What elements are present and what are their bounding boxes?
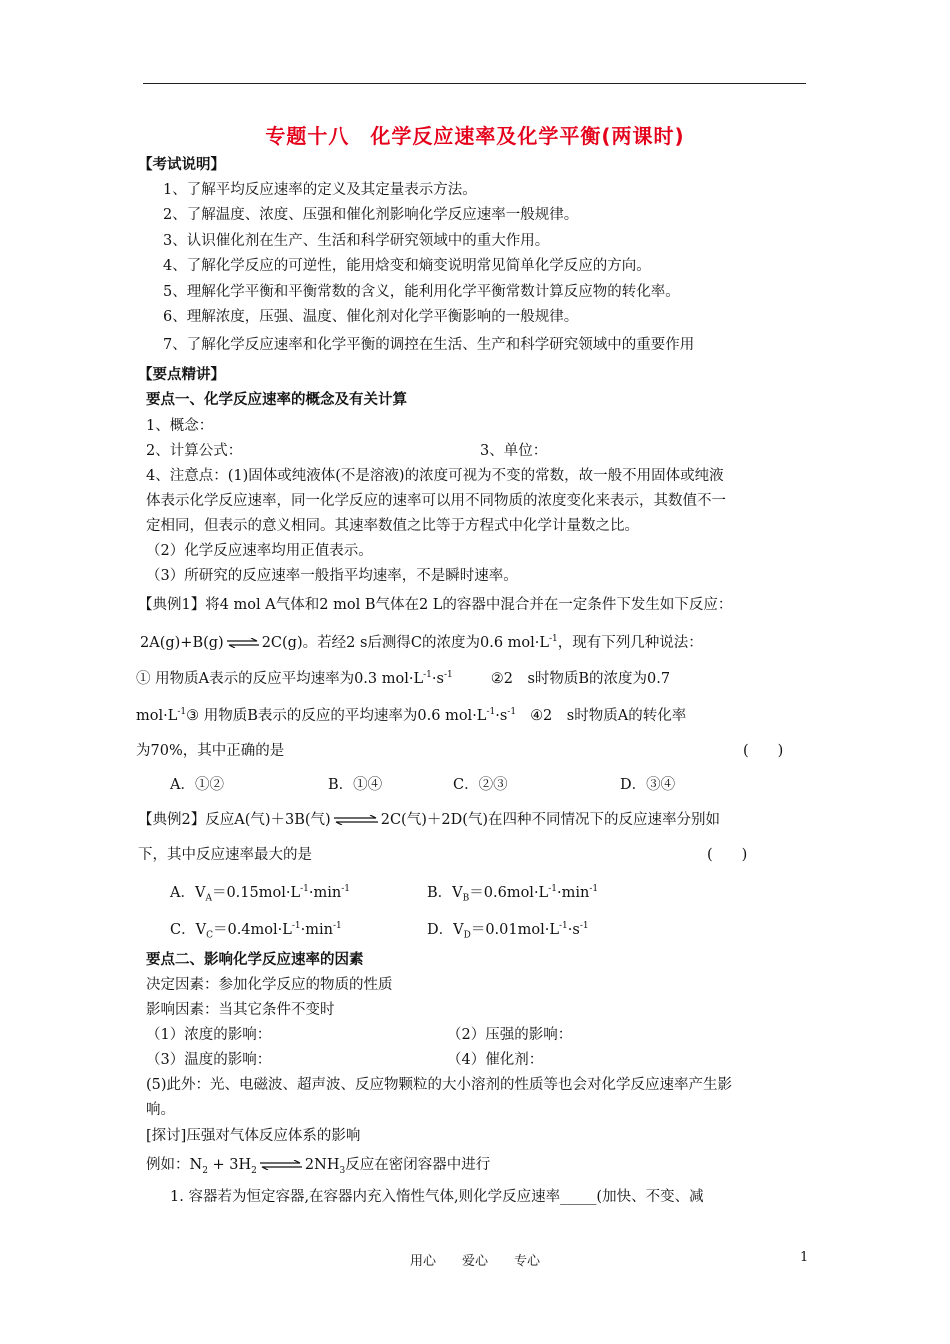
- example1-line5: 为70%，其中正确的是: [136, 743, 285, 759]
- exam-item-5: 5、理解化学平衡和平衡常数的含义，能利用化学平衡常数计算反应物的转化率。: [163, 284, 680, 300]
- example1-line1: 【典例1】将4 mol A气体和2 mol B气体在2 L的容器中混合并在一定条件下发生如下反应：: [138, 597, 733, 613]
- equilibrium-arrow-icon: [259, 1160, 303, 1170]
- example1-option-a: A．①②: [170, 777, 224, 793]
- example1-line3: ① 用物质A表示的反应平均速率为0.3 $mol\cdot L^{-1}\cdot s^{-1}$ ②2 s时物质B的浓度为0.7: [136, 670, 671, 687]
- example1-option-d: D．③④: [620, 777, 676, 793]
- exam-item-7: 7、了解化学反应速率和化学平衡的调控在生活、生产和科学研究领域中的重要作用: [163, 337, 695, 353]
- example2-option-c: C．$V_C=0.4mol\cdot L^{-1}\cdot\min^{-1}$: [170, 921, 342, 941]
- exam-item-2: 2、了解温度、浓度、压强和催化剂影响化学反应速率一般规律。: [163, 207, 579, 223]
- p1-formula: 2、计算公式：: [146, 443, 243, 459]
- p2-catalyst: （4）催化剂：: [447, 1052, 544, 1068]
- example2-option-b: B．$V_B=0.6mol\cdot L^{-1}\cdot\min^{-1}$: [427, 884, 599, 904]
- p2-influence: 影响因素：当其它条件不变时: [146, 1002, 335, 1018]
- p1-note-line1: 4、注意点：(1)固体或纯液体(不是溶液)的浓度可视为不变的常数，故一般不用固体或纯液: [146, 468, 724, 484]
- equilibrium-arrow-icon: [333, 815, 379, 825]
- p2-decide: 决定因素：参加化学反应的物质的性质: [146, 977, 393, 993]
- p1-note-line3: 定相同，但表示的意义相同。其速率数值之比等于方程式中化学计量数之比。: [146, 518, 639, 534]
- page-title: 专题十八 化学反应速率及化学平衡(两课时): [265, 124, 685, 148]
- example-reaction: 例如：$N_2 + 3H_2$ $2NH_3$反应在密闭容器中进行: [146, 1157, 491, 1176]
- example2-line1: 【典例2】反应A(气)＋3B(气) 2C(气)＋2D(气)在四种不同情况下的反应速率分别如: [138, 812, 721, 828]
- example1-option-c: C．②③: [453, 777, 508, 793]
- page-footer: 用心 爱心 专心: [409, 1254, 540, 1269]
- example1-option-b: B．①④: [328, 777, 383, 793]
- p1-unit: 3、单位：: [480, 443, 548, 459]
- equilibrium-arrow-icon: [226, 638, 260, 648]
- p1-note2: （2）化学反应速率均用正值表示。: [146, 543, 373, 559]
- p2-other-line1: (5)此外：光、电磁波、超声波、反应物颗粒的大小溶剂的性质等也会对化学反应速率产生影: [146, 1077, 733, 1093]
- p2-temperature: （3）温度的影响：: [146, 1052, 272, 1068]
- explore-heading: [探讨]压强对气体反应体系的影响: [146, 1128, 361, 1144]
- p2-pressure: （2）压强的影响：: [447, 1027, 573, 1043]
- p2-concentration: （1）浓度的影响：: [146, 1027, 272, 1043]
- p1-concept: 1、概念：: [146, 418, 214, 434]
- example1-line2: 2A(g)+B(g) 2C(g)。若经2 s后测得C的浓度为0.6 $mol\cdot L^{-1}$，现有下列几种说法：: [140, 634, 703, 651]
- exam-item-1: 1、了解平均反应速率的定义及其定量表示方法。: [163, 182, 477, 198]
- section-points: 【要点精讲】: [138, 367, 225, 383]
- exam-item-4: 4、了解化学反应的可逆性，能用焓变和熵变说明常见简单化学反应的方向。: [163, 258, 651, 274]
- example2-line2: 下，其中反应速率最大的是: [138, 847, 312, 863]
- header-rule: [143, 83, 806, 84]
- section-exam: 【考试说明】: [138, 157, 225, 173]
- example2-option-a: A．$V_A=0.15mol\cdot L^{-1}\cdot\min^{-1}$: [170, 884, 350, 904]
- example2-answer-paren: ( ): [707, 847, 748, 863]
- example1-answer-paren: ( ): [743, 743, 784, 759]
- p2-other-line2: 响。: [146, 1102, 175, 1118]
- point2-heading: 要点二、影响化学反应速率的因素: [146, 952, 364, 968]
- page-number: 1: [800, 1250, 809, 1265]
- example2-option-d: D．$V_D=0.01mol\cdot L^{-1}\cdot s^{-1}$: [427, 921, 589, 941]
- exam-item-6: 6、理解浓度，压强、温度、催化剂对化学平衡影响的一般规律。: [163, 309, 579, 325]
- p1-note-line2: 体表示化学反应速率，同一化学反应的速率可以用不同物质的浓度变化来表示，其数值不一: [146, 493, 726, 509]
- question-1: 1. 容器若为恒定容器,在容器内充入惰性气体,则化学反应速率_____(加快、不变、减: [170, 1189, 704, 1205]
- point1-heading: 要点一、化学反应速率的概念及有关计算: [146, 392, 407, 408]
- example1-line4: $mol\cdot L^{-1}③$ 用物质B表示的反应的平均速率为0.6 $mol\cdot L^{-1}\cdot s^{-1}$ ④2 s时物质A的转化率: [136, 707, 687, 724]
- p1-note3: （3）所研究的反应速率一般指平均速率，不是瞬时速率。: [146, 568, 518, 584]
- exam-item-3: 3、认识催化剂在生产、生活和科学研究领域中的重大作用。: [163, 233, 550, 249]
